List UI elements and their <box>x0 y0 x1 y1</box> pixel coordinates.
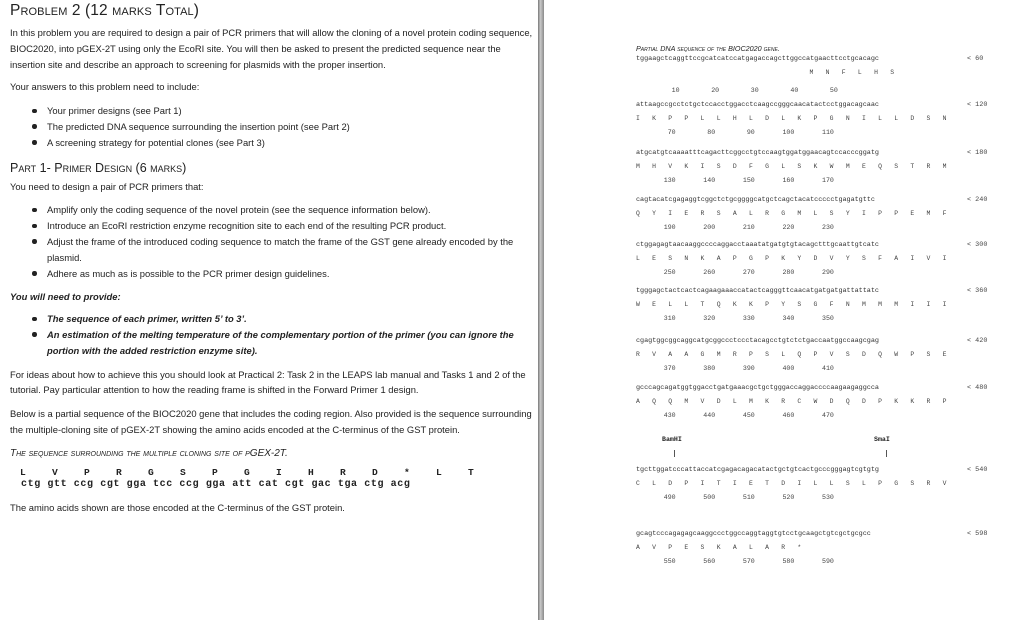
sequence-end-position: < 60 <box>967 55 984 63</box>
sequence-line: attaagccgcctctgctccacctggacctcaagccgggcaacatactcctggacagcaac <box>636 101 879 109</box>
amino-acid: R <box>340 466 346 478</box>
amino-acid: P <box>212 466 218 478</box>
sequence-line: cgagtggcggcaggcatgcggccctccctacagcctgtctctgaccaatggccaagcgag <box>636 337 879 345</box>
amino-acid: I <box>276 466 282 478</box>
restriction-site-tick <box>886 450 887 457</box>
amino-acid-line: C L D P I T I E T D I L L S L P G S R V <box>636 480 947 487</box>
sequence-line: tgggagctactcactcagaagaaaccatactcagggttcaacatgatgatgattattatc <box>636 287 879 295</box>
position-numbers: 370 380 390 400 410 <box>640 365 834 372</box>
sequence-line: tgcttggatcccattaccatcgagacagacatactgctgtcactgcccgggagtcgtgtg <box>636 466 879 474</box>
sequence-end-position: < 480 <box>967 384 988 392</box>
answers-list <box>10 103 537 150</box>
page-divider <box>538 0 544 620</box>
sequence-line: ctggagagtaacaaggccccaggacctaaatatgatgtgtacagctttgcaattgtcatc <box>636 241 879 249</box>
amino-acid: D <box>372 466 378 478</box>
list-item: The predicted DNA sequence surrounding the insertion point (see Part 2) <box>47 119 537 135</box>
below-paragraph: Below is a partial sequence of the BIOC2020 gene that includes the coding region. Also provided is the sequence surrounding the multiple-cloning site of pGEX-2T showing the amino acids encoded at the C-terminus of the GST protein. <box>10 408 532 435</box>
list-item: An estimation of the melting temperature of the complementary portion of the primer (you can ignore the portion with the added restriction enzyme site). <box>47 327 537 359</box>
part1-list <box>10 202 537 281</box>
sequence-end-position: < 180 <box>967 149 988 157</box>
amino-acid: T <box>468 466 474 478</box>
position-numbers: 10 20 30 40 50 <box>640 87 838 94</box>
sequence-line: cagtacatcgagaggtcggctctgcggggcatgctcagctacatccccctgagatgttc <box>636 196 875 204</box>
position-numbers: 130 140 150 160 170 <box>640 177 834 184</box>
amino-acid-line: W E L L T Q K K P Y S G F N M M M I I I <box>636 301 947 308</box>
amino-acid-line: L E S N K A P G P K Y D V Y S F A I V I <box>636 255 947 262</box>
ideas-paragraph: For ideas about how to achieve this you should look at Practical 2: Task 2 in the LEAPS lab manual and Tasks 1 and 2 of the tutorial. Pay particular attention to how the reading frame is shifted in the Forward Primer 1 design. <box>10 368 526 396</box>
list-item: Amplify only the coding sequence of the novel protein (see the sequence information below). <box>47 202 537 218</box>
position-numbers: 310 320 330 340 350 <box>640 315 834 322</box>
amino-acid: L <box>20 466 26 478</box>
amino-acid: L <box>436 466 442 478</box>
amino-acid-line: A Q Q M V D L M K R C W D Q D P K K R P <box>636 398 947 405</box>
amino-acid-line: Q Y I E R S A L R G M L S Y I P P E M F <box>636 210 947 217</box>
amino-acid: H <box>308 466 314 478</box>
sequence-end-position: < 360 <box>967 287 988 295</box>
sequence-panel <box>545 0 1024 620</box>
list-item: Introduce an EcoRI restriction enzyme recognition site to each end of the resulting PCR product. <box>47 218 537 234</box>
sequence-heading: Partial DNA sequence of the BIOC2020 gene. <box>636 44 780 53</box>
amino-acid-line: R V A A G M R P S L Q P V S D Q W P S E <box>636 351 947 358</box>
position-numbers: 490 500 510 520 530 <box>640 494 834 501</box>
mcs-amino-acids <box>10 467 537 479</box>
part1-title: Part 1- Primer Design (6 marks) <box>10 160 187 175</box>
sequence-line: gcagtcccagagagcaaggccctggccaggtaggtgtcctgcaagctgtcgctgcgcc <box>636 530 871 538</box>
sequence-end-position: < 240 <box>967 196 988 204</box>
position-numbers: 250 260 270 280 290 <box>640 269 834 276</box>
sequence-end-position: < 420 <box>967 337 988 345</box>
mcs-sequence: ctg gtt ccg cgt gga tcc ccg gga att cat cgt gac tga ctg acg <box>21 478 411 490</box>
sequence-line: tggaagctcaggttccgcatcatccatgagaccagcttggccatgaacttcctgcacagc <box>636 55 879 63</box>
amino-acid: * <box>404 466 410 478</box>
sequence-end-position: < 300 <box>967 241 988 249</box>
amino-acid: G <box>148 466 154 478</box>
position-numbers: 70 80 90 100 110 <box>640 129 834 136</box>
page-title: Problem 2 (12 marks Total) <box>10 2 200 19</box>
amino-acid-line: A V P E S K A L A R * <box>636 544 802 551</box>
mcs-title: The sequence surrounding the multiple cloning site of pGEX-2T. <box>10 447 288 459</box>
amino-acid: S <box>180 466 186 478</box>
list-item: Your primer designs (see Part 1) <box>47 103 537 119</box>
footer-note: The amino acids shown are those encoded at the C-terminus of the GST protein. <box>10 501 345 513</box>
amino-acid: V <box>52 466 58 478</box>
amino-acid-line: M N F L H S <box>636 69 895 76</box>
provide-title: You will need to provide: <box>10 291 121 303</box>
sequence-end-position: < 540 <box>967 466 988 474</box>
list-item: The sequence of each primer, written 5’ to 3’. <box>47 311 537 327</box>
list-item: A screening strategy for potential clones (see Part 3) <box>47 135 537 151</box>
restriction-site-label: SmaI <box>874 436 890 443</box>
amino-acid-line: I K P P L L H L D L K P G N I L L D S N <box>636 115 947 122</box>
list-item: Adjust the frame of the introduced coding sequence to match the frame of the GST gene already encoded by the plasmid. <box>47 234 537 266</box>
intro-paragraph: In this problem you are required to design a pair of PCR primers that will allow the cloning of a novel protein coding sequence, BIOC2020, into pGEX-2T using only the EcoRI site. You will then be asked to present the predicted sequence near the insertion site and describe an approach to screening for plasmids with the proper insertion. <box>10 27 533 70</box>
sequence-line: gcccagcagatggtggacctgatgaaacgctgctgggaccaggaccccaagaagaggcca <box>636 384 879 392</box>
position-numbers: 430 440 450 460 470 <box>640 412 834 419</box>
position-numbers: 190 200 210 220 230 <box>640 224 834 231</box>
amino-acid: R <box>116 466 122 478</box>
answers-intro: Your answers to this problem need to include: <box>10 81 200 93</box>
provide-list <box>10 311 537 358</box>
sequence-end-position: < 598 <box>967 530 988 538</box>
amino-acid-line: M H V K I S D F G L S K W M E Q S T R M <box>636 163 947 170</box>
part1-intro: You need to design a pair of PCR primers that: <box>10 180 204 192</box>
sequence-line: atgcatgtcaaaatttcagacttcggcctgtccaagtggatggaacagtccacccggatg <box>636 149 879 157</box>
restriction-site-tick <box>674 450 675 457</box>
sequence-end-position: < 120 <box>967 101 988 109</box>
position-numbers: 550 560 570 580 590 <box>640 558 834 565</box>
amino-acid: G <box>244 466 250 478</box>
restriction-site-label: BamHI <box>662 436 682 443</box>
list-item: Adhere as much as is possible to the PCR primer design guidelines. <box>47 266 537 282</box>
amino-acid: P <box>84 466 90 478</box>
